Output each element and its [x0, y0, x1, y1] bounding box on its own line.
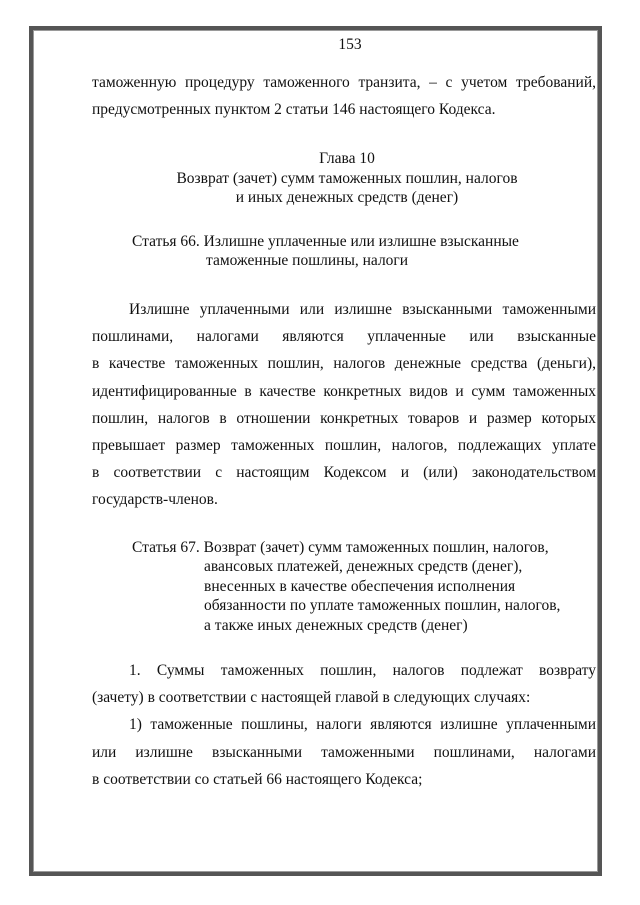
- article-66-body: [92, 296, 596, 514]
- body-line: в соответствии с настоящим Кодексом и (или) законодательством: [92, 464, 596, 482]
- article-heading-line: Статья 67. Возврат (зачет) сумм таможенных пошлин, налогов,: [132, 538, 549, 556]
- article-66-heading: [92, 232, 596, 271]
- article-heading-line: авансовых платежей, денежных средств (денег),: [204, 558, 523, 576]
- intro-line: предусмотренных пунктом 2 статьи 146 настоящего Кодекса.: [92, 101, 496, 119]
- article-heading-line: обязанности по уплате таможенных пошлин, налогов,: [204, 597, 561, 615]
- body-line: 1) таможенные пошлины, налоги являются излишне уплаченными: [129, 716, 596, 734]
- intro-line: таможенную процедуру таможенного транзита, – с учетом требований,: [92, 74, 596, 91]
- body-line: (зачету) в соответствии с настоящей главой в следующих случаях:: [92, 689, 531, 707]
- article-67-heading: [92, 538, 596, 636]
- article-heading-line: таможенные пошлины, налоги: [206, 252, 409, 270]
- chapter-title-line: и иных денежных средств (денег): [235, 189, 459, 207]
- body-line: государств-членов.: [92, 491, 218, 509]
- article-heading-line: Статья 66. Излишне уплаченные или излишне взысканные: [132, 232, 519, 250]
- chapter-title-line: Возврат (зачет) сумм таможенных пошлин, налогов: [176, 169, 518, 187]
- body-line: пошлин, налогов в отношении конкретных товаров и размер которых: [92, 409, 596, 427]
- chapter-number: Глава 10: [319, 150, 375, 168]
- body-line: 1. Суммы таможенных пошлин, налогов подлежат возврату: [129, 662, 596, 680]
- article-67-point-1: [92, 657, 596, 711]
- document-page: [92, 34, 596, 793]
- page-number: 153: [338, 36, 362, 53]
- body-line: в качестве таможенных пошлин, налогов денежные средства (деньги),: [92, 355, 596, 373]
- intro-paragraph: [92, 69, 596, 123]
- chapter-heading: [92, 149, 596, 208]
- body-line: превышает размер таможенных пошлин, налогов, подлежащих уплате: [92, 436, 596, 454]
- body-line: идентифицированные в качестве конкретных видов и сумм таможенных: [92, 382, 596, 400]
- body-line: Излишне уплаченными или излишне взысканными таможенными: [129, 300, 596, 318]
- article-heading-line: внесенных в качестве обеспечения исполнения: [204, 577, 516, 595]
- body-line: в соответствии со статьей 66 настоящего Кодекса;: [92, 770, 423, 788]
- article-heading-line: а также иных денежных средств (денег): [204, 616, 468, 634]
- body-line: или излишне взысканными таможенными пошлинами, налогами: [92, 743, 596, 761]
- article-67-subpoint-1: [92, 711, 596, 793]
- body-line: пошлинами, налогами являются уплаченные или взысканные: [92, 328, 596, 346]
